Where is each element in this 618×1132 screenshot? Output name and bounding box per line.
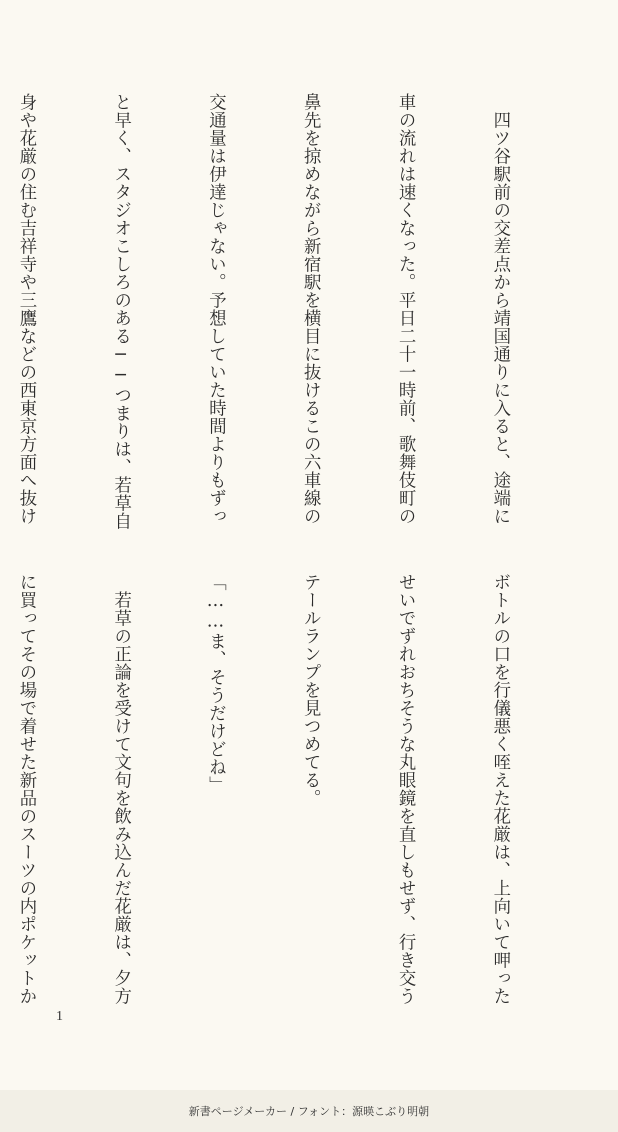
footer-credit: 新書ページメーカー / フォント：源暎こぶり明朝 (0, 1090, 618, 1132)
text-line: 車の流れは速くなった。平日二十一時前、歌舞伎町の (395, 93, 416, 525)
text-line: 交通量は伊達じゃない。予想していた時間よりもずっ (205, 93, 226, 525)
text-line: ボトルの口を行儀悪く咥えた花厳は、上向いて呷った (489, 573, 510, 1005)
text-block-bottom (0, 573, 578, 1013)
text-line: 鼻先を掠めながら新宿駅を横目に抜けるこの六車線の (300, 93, 321, 525)
text-line: 「……ま、そうだけどね」 (205, 573, 226, 795)
page-number: 1 (56, 1009, 63, 1024)
text-block-top (0, 93, 578, 533)
text-line: 身や花厳の住む吉祥寺や三鷹などの西東京方面へ抜け (15, 93, 36, 525)
text-line: に買ってその場で着せた新品のスーツの内ポケットか (15, 573, 36, 1005)
text-line: テールランプを見つめてる。 (300, 573, 321, 807)
text-line: 四ツ谷駅前の交差点から靖国通りに入ると、途端に (489, 93, 510, 525)
text-line: 若草の正論を受けて文句を飲み込んだ花厳は、夕方 (110, 573, 131, 1005)
text-line: と早く、スタジオこしろのある──つまりは、若草自 (110, 93, 131, 531)
text-line: せいでずれおちそうな丸眼鏡を直しもせず、行き交う (395, 573, 416, 1005)
